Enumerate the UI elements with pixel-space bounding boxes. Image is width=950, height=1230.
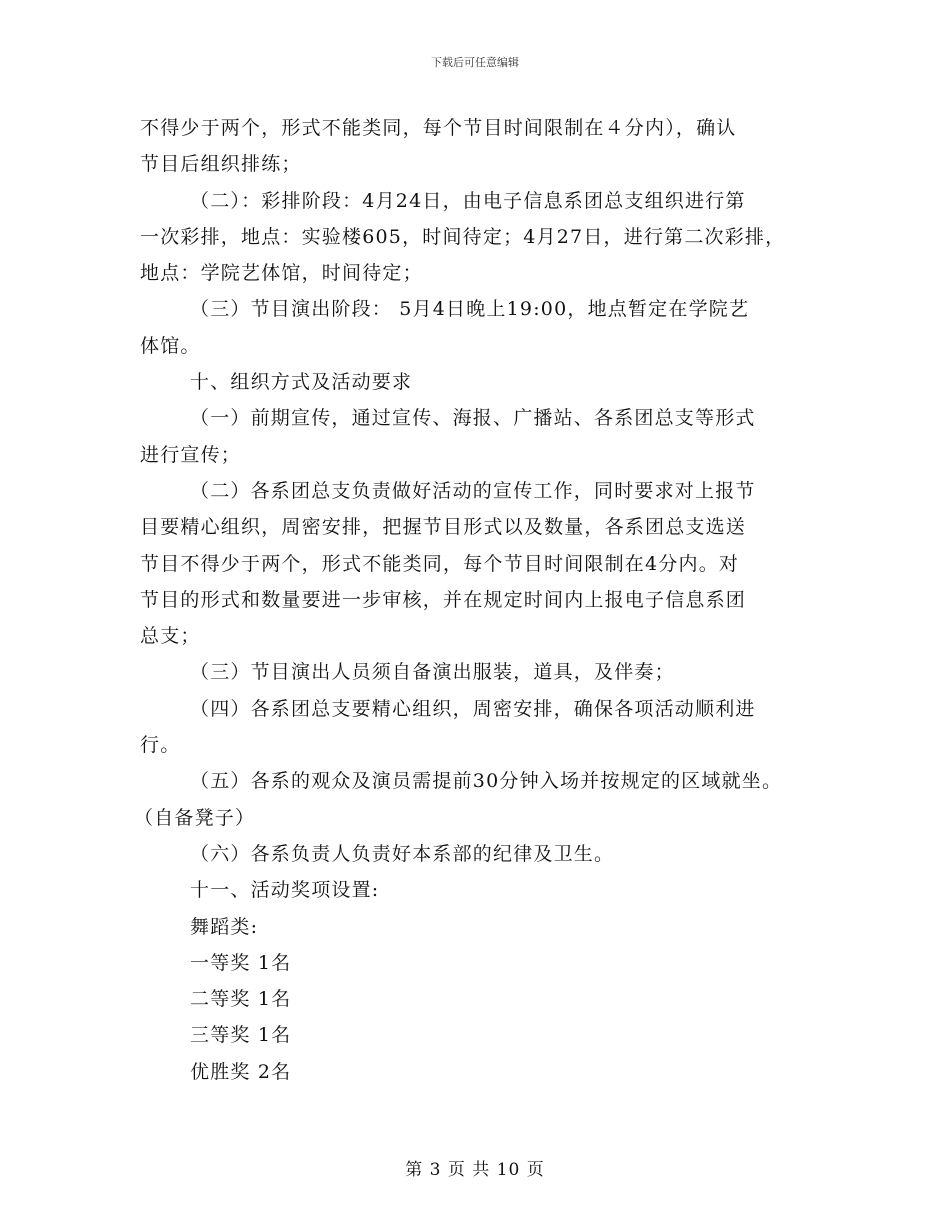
text-line: 节目后组织排练； [140,153,302,176]
text-line: （四）各系团总支要精心组织，周密安排，确保各项活动顺利进 [190,697,756,720]
award-line: 优胜奖 2名 [190,1060,292,1083]
page-number-footer: 第 3 页 共 10 页 [405,1160,545,1180]
text-line: 节目不得少于两个，形式不能类同，每个节目时间限制在4分内。对 [140,552,740,575]
text-line: （三）节目演出阶段： 5月4日晚上19:00，地点暂定在学院艺 [190,298,750,321]
text-line: （三）节目演出人员须自备演出服装，道具，及伴奏； [190,661,675,684]
text-line: 不得少于两个，形式不能类同，每个节目时间限制在４分内），确认 [140,117,737,139]
text-line: （自备凳子） [134,806,256,829]
text-line: 地点：学院艺体馆，时间待定； [140,262,423,285]
header-note: 下载后可任意编辑 [431,56,519,69]
text-line: 节目的形式和数量要进一步审核，并在规定时间内上报电子信息系团 [140,588,747,611]
text-line: （六）各系负责人负责好本系部的纪律及卫生。 [190,842,615,865]
text-line: 总支； [140,625,201,648]
award-line: 三等奖 1名 [190,1024,292,1047]
section-heading: 十一、活动奖项设置: [190,879,380,902]
text-line: （五）各系的观众及演员需提前30分钟入场并按规定的区域就坐。 [190,770,783,793]
document-body [134,110,820,1090]
text-line: （二）各系团总支负责做好活动的宣传工作，同时要求对上报节 [190,479,756,502]
section-heading: 十、组织方式及活动要求 [190,371,413,394]
text-line: 舞蹈类: [190,915,259,938]
award-line: 二等奖 1名 [190,988,292,1011]
award-line: 一等奖 1名 [190,951,292,974]
text-line: 进行宣传； [140,443,242,466]
text-line: 体馆。 [140,334,201,357]
text-line: 行。 [140,734,181,757]
text-line: （二）：彩排阶段：4月24日，由电子信息系团总支组织进行第 [190,189,746,212]
text-line: 目要精心组织，周密安排，把握节目形式以及数量，各系团总支选送 [140,516,747,539]
text-line: （一）前期宣传，通过宣传、海报、广播站、各系团总支等形式 [190,407,756,430]
text-line: 一次彩排，地点：实验楼605，时间待定；4月27日，进行第二次彩排， [140,225,786,248]
